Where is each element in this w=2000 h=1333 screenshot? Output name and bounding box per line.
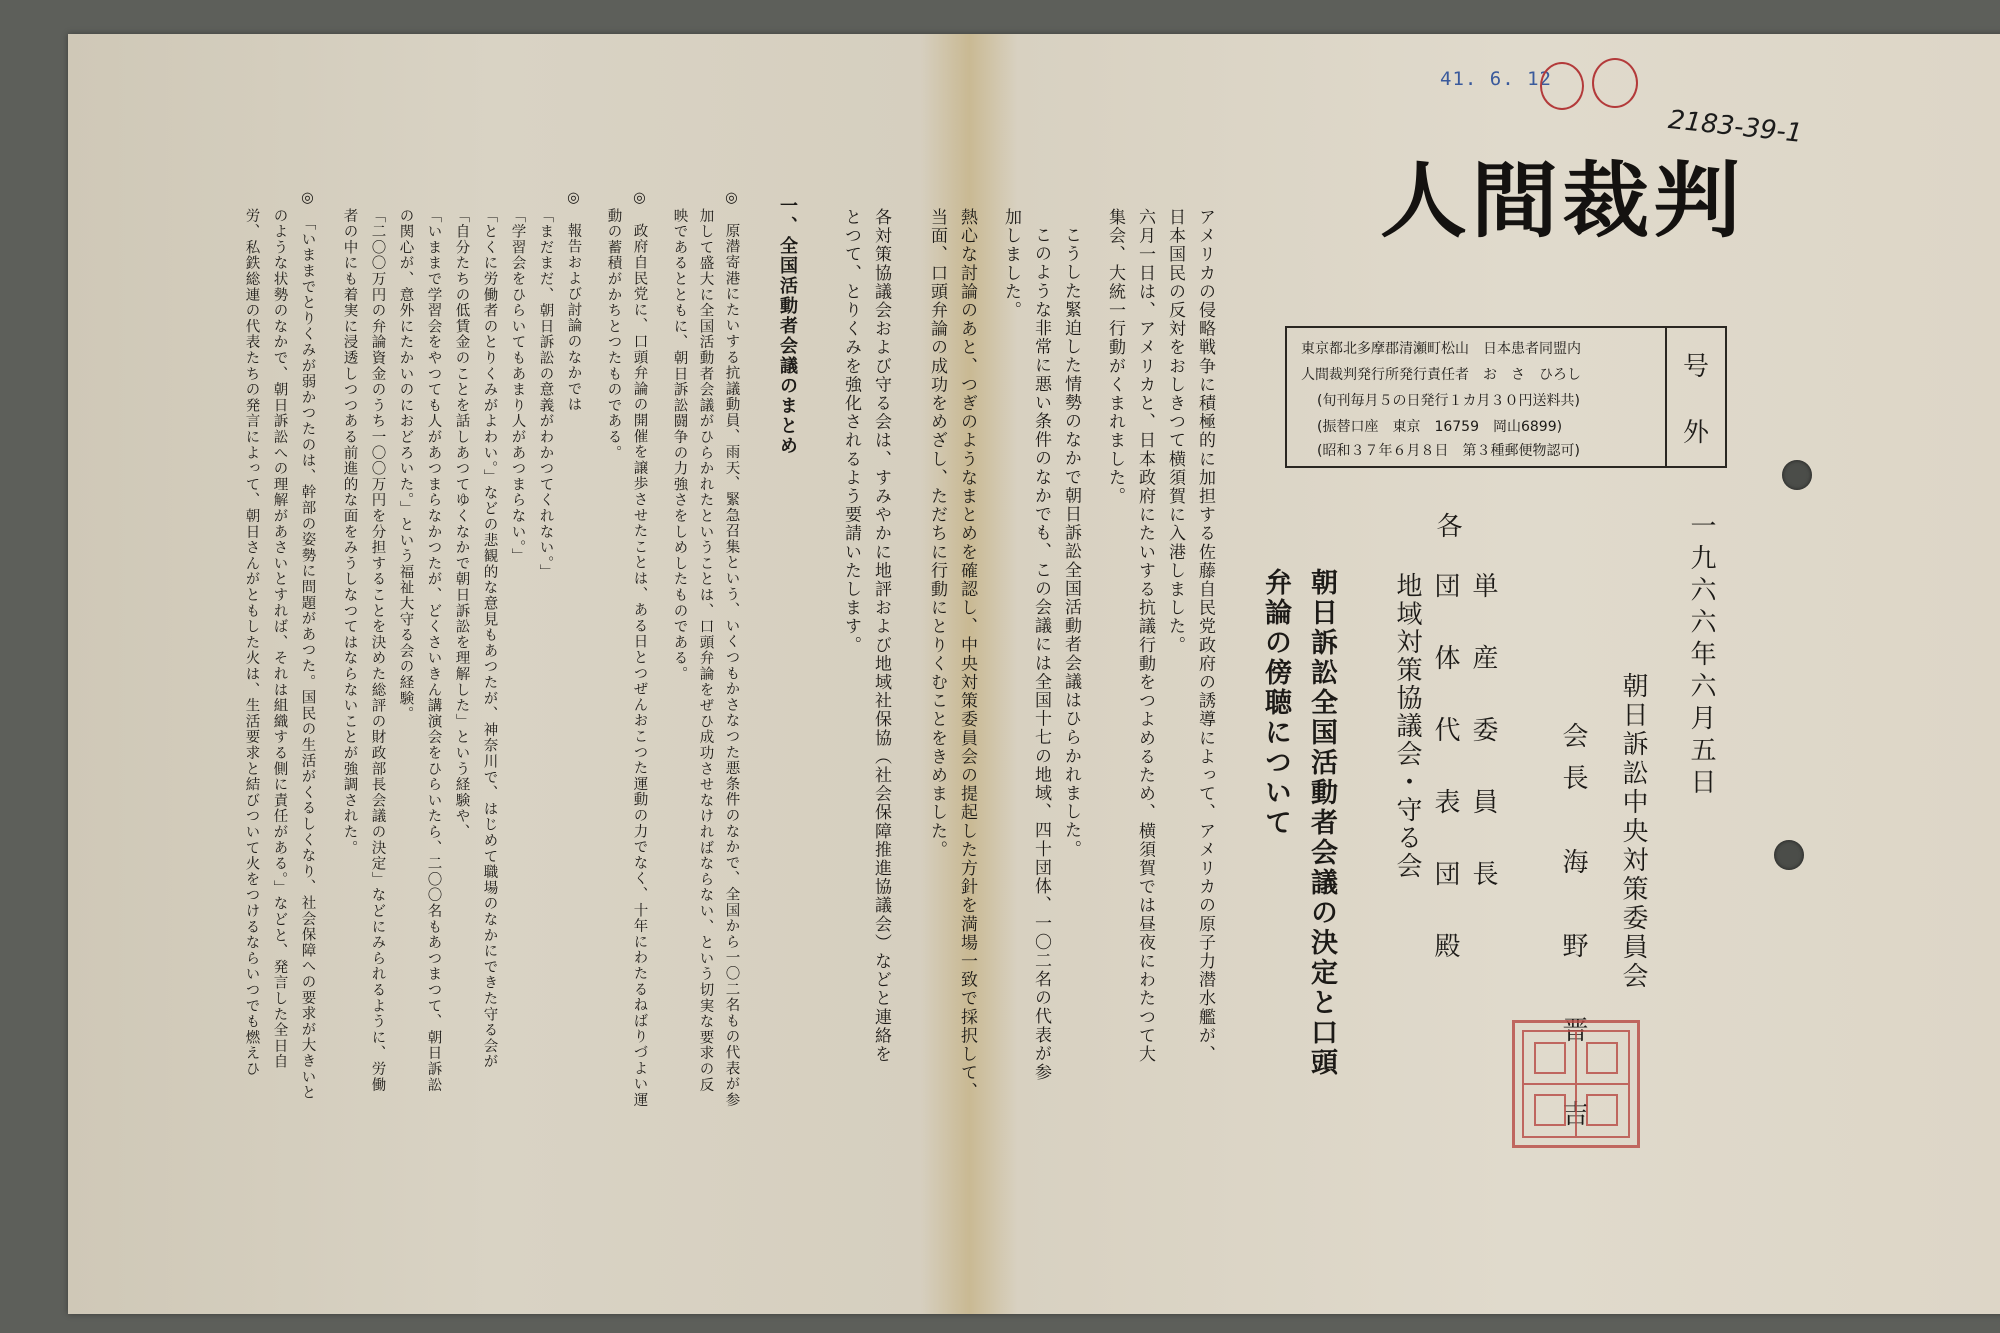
masthead-line: 東京都北多摩郡清瀬町松山 日本患者同盟内	[1301, 341, 1581, 357]
addressee-prefix: 各	[1432, 512, 1462, 544]
addressee-line: 単 産 委 員 長	[1468, 572, 1498, 896]
body-paragraph: 熱心な討論のあと、つぎのようなまとめを確認し、中央対策委員会の提起した方針を満場一致で採択して、	[957, 208, 977, 1101]
body-paragraph: 六月一日は、アメリカと、日本政府にたいする抗議行動をつよめるため、横須賀では昼夜にわたつて大	[1135, 208, 1155, 1064]
body-paragraph: とつて、とりくみを強化されるよう要請いたします。	[841, 208, 861, 655]
summary-item: ◎ 「いままでとりくみが弱かつたのは、幹部の姿勢に問題があつた。国民の生活がくるしくなり、社会保障への要求が大きいと	[299, 190, 316, 1101]
summary-item: 「とくに労働者のとりくみがよわい。」などの悲観的な意見もあつたが、神奈川で、はじめて職場のなかにできた守る会が	[481, 208, 498, 1070]
summary-item: 「まだまだ、朝日訴訟の意義がわかつてくれない。」	[537, 208, 554, 580]
masthead-line: (振替口座 東京 16759 岡山6899)	[1317, 419, 1563, 435]
masthead-info	[1287, 328, 1667, 466]
sender-org: 朝日訴訟中央対策委員会	[1618, 672, 1648, 991]
body-paragraph: 集会、大統一行動がくまれました。	[1105, 208, 1125, 506]
body-paragraph: こうした緊迫した情勢のなかで朝日訴訟全国活動者会議はひらかれました。	[1061, 226, 1081, 859]
seal-hara	[1540, 62, 1584, 110]
punch-hole	[1782, 460, 1812, 490]
summary-item: のような状勢のなかで、朝日訴訟への理解があさいとすれば、それは組織する側に責任がある。」などと、発言した全日自	[271, 208, 288, 1070]
extra-edition-label	[1669, 328, 1725, 466]
summary-item: 映であるとともに、朝日訴訟闘争の力強さをしめしたものである。	[671, 208, 688, 682]
official-seal	[1512, 1020, 1640, 1148]
addressee-line: 団 体 代 表 団 殿	[1430, 572, 1460, 968]
handwritten-number: 2183-39-1	[1666, 105, 1804, 149]
summary-item: 「いままで学習会をやつても人があつまらなかつたが、どくさいきん講演会をひらいたら、二〇〇名もあつまつて、朝日訴訟	[425, 208, 442, 1093]
sender-name: 会長 海 野 晋 吉	[1558, 722, 1588, 1142]
summary-item: の関心が、意外にたかいのにおどろいた。」という福祉大守る会の経験。	[397, 208, 414, 723]
newsletter-title: 人間裁判	[1380, 154, 1745, 249]
summary-item: 労、私鉄総連の代表たちの発言によって、朝日さんがともした火は、生活要求と結びついて火をつけるならいつでも燃えひ	[243, 208, 260, 1077]
summary-item: 「二〇〇万円の弁論資金のうち一〇〇万円を分担することを決めた総評の財政部長会議の決定」などにみられるように、労働	[369, 208, 386, 1093]
seal-kimura	[1592, 58, 1638, 108]
label-gou: 号	[1683, 352, 1710, 382]
body-paragraph: アメリカの侵略戦争に積極的に加担する佐藤自民党政府の誘導によって、アメリカの原子力潜水艦が、	[1195, 208, 1215, 1064]
subject-line: 弁論の傍聴について	[1260, 568, 1291, 838]
body-paragraph: 加しました。	[1001, 208, 1021, 320]
summary-item: ◎ 原潜寄港にたいする抗議動員、雨天、緊急召集という、いくつもかさなつた悪条件のなかで、全国から一〇二名もの代表が参	[723, 190, 740, 1108]
subject-line: 朝日訴訟全国活動者会議の決定と口頭	[1306, 568, 1337, 1078]
body-paragraph: 当面、口頭弁論の成功をめざし、ただちに行動にとりくむことをきめました。	[927, 208, 947, 859]
body-paragraph: 日本国民の反対をおしきつて横須賀に入港しました。	[1165, 208, 1185, 655]
masthead-line: (昭和３７年６月８日 第３種郵便物認可)	[1317, 443, 1580, 459]
letter-date: 一九六六年六月五日	[1686, 512, 1716, 800]
section-heading: 一、全国活動者会議のまとめ	[777, 196, 798, 456]
summary-item: ◎ 報告および討論のなかでは	[565, 190, 582, 413]
date-stamp: 41. 6. 12	[1440, 68, 1552, 90]
summary-item: 加して盛大に全国活動者会議がひらかれたということは、口頭弁論をぜひ成功させなければならない、という切実な要求の反	[697, 208, 714, 1093]
summary-item: 動の蓄積がかちとつたものである。	[605, 208, 622, 461]
summary-item: ◎ 政府自民党に、口頭弁論の開催を譲歩させたことは、ある日とつぜんおこつた運動の力でなく、十年にわたるねばりづよい運	[631, 190, 648, 1108]
body-paragraph: このような非常に悪い条件のなかでも、この会議には全国十七の地域、四十団体、一〇二名の代表が参	[1031, 226, 1051, 1082]
summary-item: 「自分たちの低賃金のことを話しあつてゆくなかで朝日訴訟を理解した」という経験や、	[453, 208, 470, 840]
masthead-line: 人間裁判発行所発行責任者 お さ ひろし	[1301, 367, 1581, 383]
label-gai: 外	[1683, 418, 1710, 448]
summary-item: 「学習会をひらいてもあまり人があつまらない。」	[509, 208, 526, 565]
masthead-line: (旬刊毎月５の日発行１カ月３０円送料共)	[1317, 393, 1580, 409]
addressee-line: 地域対策協議会・守る会	[1392, 572, 1422, 880]
body-paragraph: 各対策協議会および守る会は、すみやかに地評および地域社保協（社会保障推進協議会）などと連絡を	[871, 208, 891, 1064]
punch-hole	[1774, 840, 1804, 870]
summary-item: 者の中にも着実に浸透しつつある前進的な面をみうしなつてはならないことが強調された。	[341, 208, 358, 856]
masthead-box	[1285, 326, 1727, 468]
